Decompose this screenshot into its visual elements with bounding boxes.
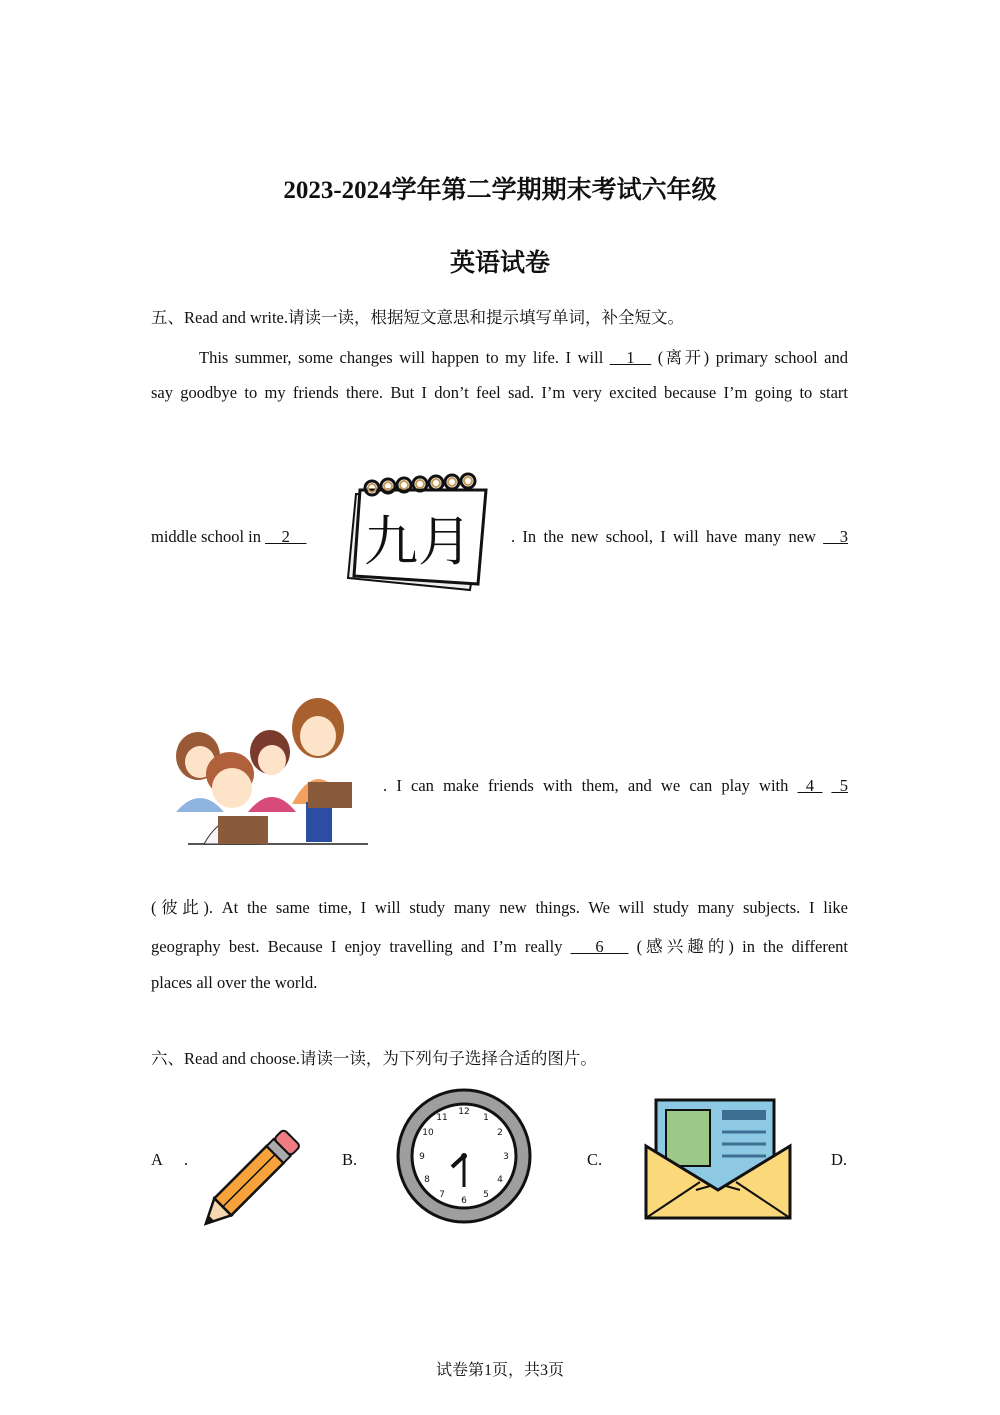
page-title: 2023-2024学年第二学期期末考试六年级 bbox=[283, 177, 717, 204]
blank-3[interactable]: __3 bbox=[823, 527, 848, 546]
page-footer: 试卷第1页，共3页 bbox=[435, 1362, 564, 1379]
section6-heading: 六、Read and choose.请读一读，为下列句子选择合适的图片。 bbox=[151, 1049, 597, 1068]
svg-text:7: 7 bbox=[439, 1190, 445, 1200]
svg-text:4: 4 bbox=[497, 1175, 503, 1185]
svg-text:12: 12 bbox=[458, 1107, 470, 1117]
passage-line-7: places all over the world. bbox=[151, 973, 318, 992]
option-d-label: D. bbox=[831, 1150, 848, 1169]
passage-line-3b: . In the new school, I will have many new __3 bbox=[511, 527, 848, 546]
blank-6[interactable]: ___6___ bbox=[570, 937, 629, 956]
svg-text:11: 11 bbox=[436, 1113, 448, 1123]
svg-text:1: 1 bbox=[483, 1113, 489, 1123]
blank-1[interactable]: __1__ bbox=[609, 348, 652, 367]
option-b-label: B. bbox=[342, 1150, 358, 1169]
envelope-letter-image[interactable] bbox=[640, 1090, 798, 1226]
svg-text:10: 10 bbox=[422, 1128, 434, 1138]
blank-5[interactable]: _5 bbox=[831, 776, 849, 795]
svg-text:8: 8 bbox=[424, 1175, 430, 1185]
passage-line-2: say goodbye to my friends there. But I don’t feel sad. I’m very excited because I’m going to start bbox=[151, 383, 848, 402]
children-reading-image bbox=[168, 694, 372, 848]
option-a-dot: . bbox=[184, 1150, 189, 1169]
passage-line-6: geography best. Because I enjoy travelling and I’m really ___6___ (感兴趣的) in the different bbox=[151, 937, 849, 956]
svg-text:6: 6 bbox=[461, 1196, 467, 1206]
svg-text:3: 3 bbox=[503, 1152, 509, 1162]
passage-line-3a: middle school in __2__ bbox=[151, 527, 307, 546]
clock-image[interactable] bbox=[394, 1087, 536, 1227]
svg-text:2: 2 bbox=[497, 1128, 503, 1138]
passage-line-5: (彼此). At the same time, I will study many new things. We will study many subjects. I like bbox=[151, 898, 848, 917]
calendar-image bbox=[338, 468, 490, 594]
option-c-label: C. bbox=[587, 1150, 603, 1169]
blank-2[interactable]: __2__ bbox=[265, 527, 307, 546]
pencil-image[interactable] bbox=[200, 1122, 312, 1228]
calendar-text: 九月 bbox=[364, 510, 472, 573]
passage-line-1: This summer, some changes will happen to my life. I will __1__ (离开) primary school and bbox=[199, 348, 848, 367]
page-subtitle: 英语试卷 bbox=[449, 250, 550, 277]
svg-text:5: 5 bbox=[483, 1190, 489, 1200]
svg-text:9: 9 bbox=[419, 1152, 425, 1162]
option-a-label: A bbox=[151, 1150, 163, 1169]
section5-heading: 五、Read and write.请读一读，根据短文意思和提示填写单词，补全短文。 bbox=[151, 308, 685, 327]
passage-line-4: . I can make friends with them, and we can play with _4_ _5 bbox=[383, 776, 849, 795]
blank-4[interactable]: _4_ bbox=[797, 776, 823, 795]
